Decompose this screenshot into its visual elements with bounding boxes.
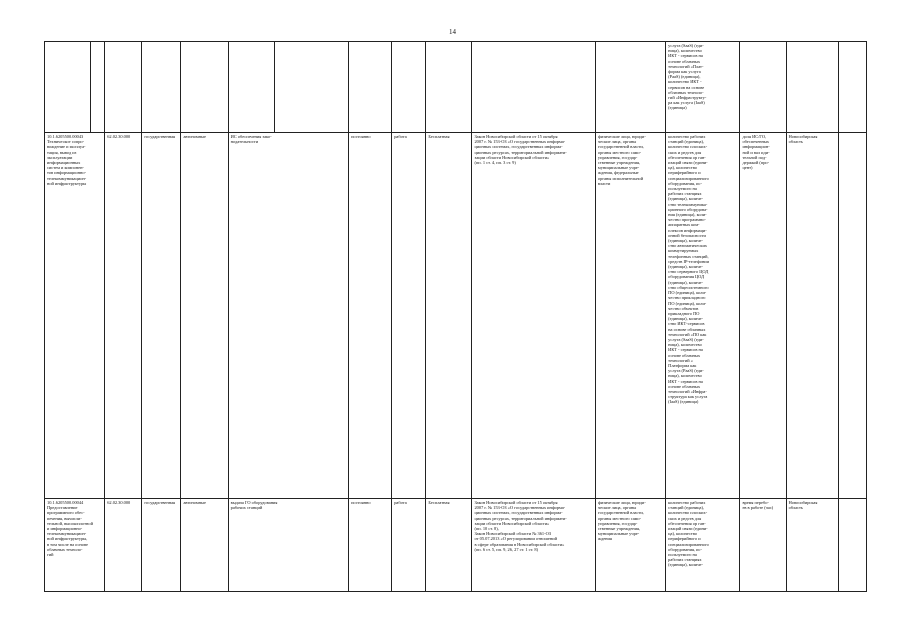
table-cell xyxy=(595,42,665,133)
kind-cell xyxy=(392,499,426,592)
code-cell xyxy=(45,133,105,499)
payment-type: Бесплатная xyxy=(428,134,450,139)
content-cell xyxy=(228,499,348,592)
service-code: 10.1.6205500.00044 xyxy=(47,500,84,505)
quality-indicators: доля ИС/ГО, обеспеченных информацион- ной и вал иди- тельной под- держкой (про- цент) xyxy=(742,134,770,171)
region: Новосибирская область xyxy=(788,134,818,145)
table-cell xyxy=(91,42,105,133)
consumers-cell xyxy=(595,133,665,499)
payment-cell xyxy=(426,133,472,499)
table-cell xyxy=(105,42,142,133)
service-condition: постоянно xyxy=(351,500,371,505)
payment-cell xyxy=(426,499,472,592)
region-cell xyxy=(786,133,838,499)
legal-basis-cell xyxy=(472,499,595,592)
code-cell xyxy=(45,499,105,592)
payment-type: Бесплатная xyxy=(428,500,450,505)
consumers-cell xyxy=(595,499,665,592)
service-kind: работа xyxy=(394,134,407,139)
table-cell xyxy=(472,42,595,133)
consumers: физические лица, юриди- ческие лица, органы государственной власти, органы местного само- управления, государ- ственные учреждения, муниципальные учре- ждения, федеральные органы исполнительной власти xyxy=(597,134,646,186)
table-cell xyxy=(786,42,838,133)
legal-basis: Закон Новосибирской области от 15 октября 2007 г. № 153-ОЗ «О государственных информа- ционных системах, государственных информа- ционных ресурсах, территориальной информати- зации области Новосибирской области» (пп. 10 ст. 8), Закон Новосибирской области № 361-ОЗ от 05.07.2013 «О регулировании отношений в сфере образования в Новосибирской области» (пп. 6 ст. 5, пп. 9, 26, 27 ст. 1 ст. 8) xyxy=(474,500,567,552)
service-kind: работа xyxy=(394,500,407,505)
table-cell xyxy=(740,42,786,133)
indicators-cell xyxy=(666,42,740,133)
table-cell xyxy=(142,42,181,133)
extra-cell xyxy=(838,499,866,592)
okved-cell xyxy=(105,499,142,592)
consumers: физические лица, юриди- ческие лица, органы государственной власти, органы местного само- управления, государ- ственные учреждения, муниципальные учре- ждения xyxy=(597,500,646,542)
page-number: 14 xyxy=(449,28,456,36)
service-type: государственная xyxy=(144,134,176,139)
indicators-cell xyxy=(666,499,740,592)
kind-cell xyxy=(392,133,426,499)
extra-cell xyxy=(838,133,866,499)
region: Новосибирская область xyxy=(788,500,818,511)
service-name: Техническое сопро- вождение и эксплуа- тация, вывод из эксплуатации информационных систем и компонен- тов информационно- телекоммуникацион- ной инфраструктуры xyxy=(47,139,87,186)
quality-cell xyxy=(740,499,786,592)
table-cell xyxy=(838,42,866,133)
table-cell xyxy=(181,42,228,133)
indicators-cell xyxy=(666,133,740,499)
type-cell xyxy=(142,133,181,499)
service-content: выдача ГО оборудования рабочих станций xyxy=(230,500,278,511)
table-cell xyxy=(426,42,472,133)
org-form-cell xyxy=(181,133,228,499)
table-cell xyxy=(392,42,426,133)
org-form: автономные xyxy=(183,500,206,505)
table-row xyxy=(45,42,867,133)
table-cell xyxy=(228,42,274,133)
service-content: ИС обеспечения зако- нодательности xyxy=(230,134,272,145)
table-cell xyxy=(349,42,392,133)
volume-indicators: количество рабочих станций (единица), количество плоских- ских и редств для обеспечения ор ган- изаций связи (едини- ца), количество периферийного и специализированного оборудования, ис- пользуемого на рабочих станциях (единица), количе- ство телекоммуника- ционного оборудова- ния (единица), коли- чество программно- аппаратных ком- плексов информаци- онной безопасности (единица), количе- ство автоматических коммутируемых телефонных станций, средств IP-телефонии (единица), количе- ство серверного ЦОД оборудования ЦОД (единица), количе- ство общесистемного ПО (единица), коли- чество прикладного ПО (единица), коли- чество объектов прикладного ПО (единица), количе- ство ИКТ-сервисов на основе облачных технологий «ПО как услуга (SaaS) (еди- ница), количество ИКТ - сервисов на основе облачных технологий « Платформа как услуга (PaaS) (еди- ница), количество ИКТ - сервисов на основе облачных технологий «Инфра- структура как услуга (IaaS) (единица) xyxy=(668,134,709,405)
service-condition: постоянно xyxy=(351,134,371,139)
org-form: автономные xyxy=(183,134,206,139)
type-cell xyxy=(142,499,181,592)
table-cell xyxy=(274,42,348,133)
legal-basis-cell xyxy=(472,133,595,499)
okved-code: 62.02.30.000 xyxy=(107,134,131,139)
condition-cell xyxy=(349,499,392,592)
table-cell xyxy=(45,42,91,133)
quality-cell xyxy=(740,133,786,499)
condition-cell xyxy=(349,133,392,499)
okved-cell xyxy=(105,133,142,499)
quality-indicators: время перебо- ев в работе (час) xyxy=(742,500,774,511)
service-code: 10.1.6205500.00043 xyxy=(47,134,84,139)
indicators-text: услуга (SaaS) (еди- ница), количество ИКТ - сервисов на основе облачных технологий «Плат- форма как услуга (PaaS) (единица), количество ИКТ - сервисов на основе облачных техноло- гий «Инфраструкту- ра как услуга (IaaS) (единица) xyxy=(668,43,707,111)
legal-basis: Закон Новосибирской области от 15 октября 2007 г. № 153-ОЗ «О государственных информа- ционных системах, государственных информа- ционных ресурсах, территориальной информати- зации области Новосибирской области» (пп. 1 ст. 4, пп. 3 ст. 9) xyxy=(474,134,567,166)
table-row xyxy=(45,133,867,499)
table-row xyxy=(45,499,867,592)
services-table xyxy=(44,41,867,592)
content-cell xyxy=(228,133,348,499)
okved-code: 62.02.30.000 xyxy=(107,500,131,505)
org-form-cell xyxy=(181,499,228,592)
region-cell xyxy=(786,499,838,592)
volume-indicators: количество рабочих станций (единица), количество плоских- ских и редств для обеспечения ор ган- изаций связи (едини- ца), количество периферийного и специализированного оборудования, ис- пользуемого на рабочих станциях (единица), количе- xyxy=(668,500,709,568)
service-type: государственная xyxy=(144,500,176,505)
service-name: Предоставление программного обес- печения, вычисли- тельной, высокоплотной и информационно- телекоммуникацион- ной инфраструктуры, в том числе на основе облачных техноло- гий xyxy=(47,505,93,558)
